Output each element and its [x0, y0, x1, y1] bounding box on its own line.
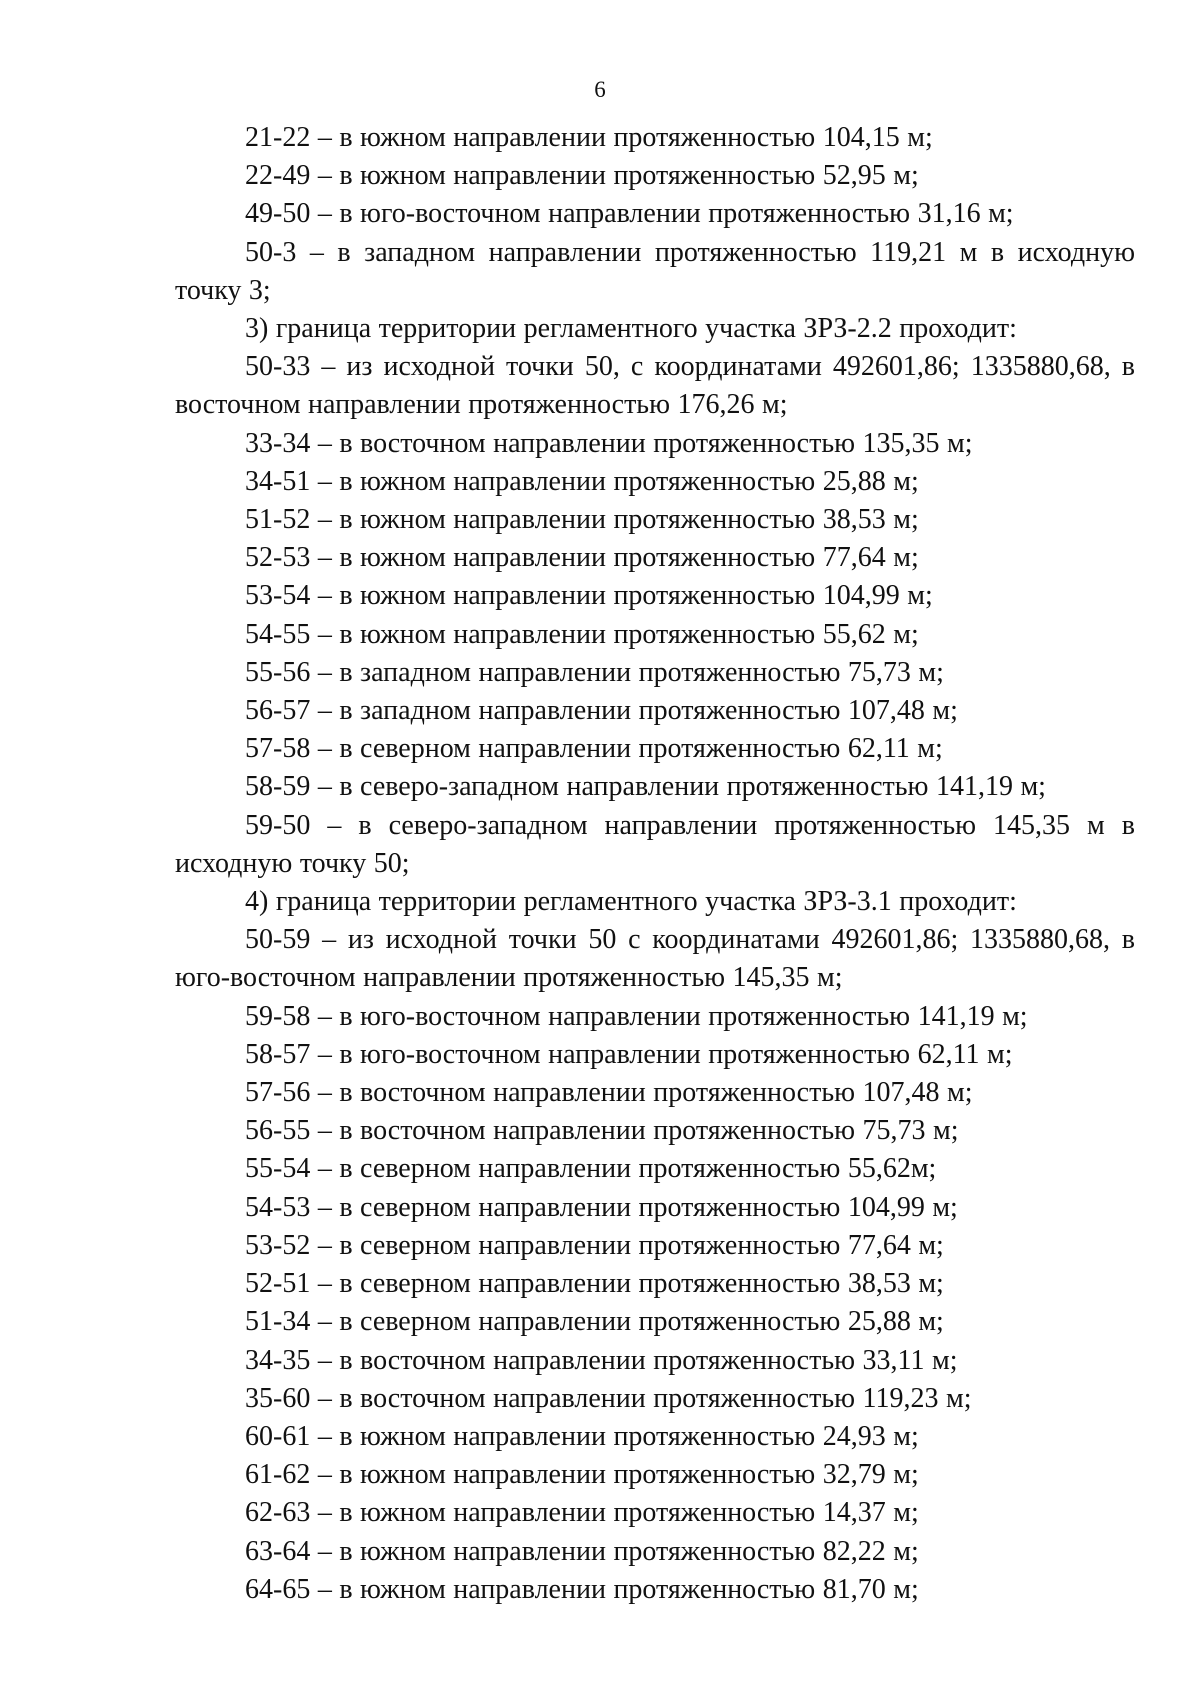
- boundary-segment: 53-54 – в южном направлении протяженностью 104,99 м;: [245, 580, 933, 612]
- boundary-segment: 34-35 – в восточном направлении протяженностью 33,11 м;: [245, 1344, 958, 1376]
- boundary-segment: 50-33 – из исходной точки 50, с координатами 492601,86; 1335880,68, в восточном направлении протяженностью 176,26 м;: [175, 351, 1135, 421]
- boundary-segment: 35-60 – в восточном направлении протяженностью 119,23 м;: [245, 1382, 972, 1414]
- boundary-segment: 59-50 – в северо-западном направлении протяженностью 145,35 м в исходную точку 50;: [175, 809, 1135, 879]
- boundary-segment: 56-55 – в восточном направлении протяженностью 75,73 м;: [245, 1115, 959, 1147]
- boundary-segment: 57-58 – в северном направлении протяженностью 62,11 м;: [245, 733, 943, 765]
- section-heading: 4) граница территории регламентного участка ЗРЗ-3.1 проходит:: [245, 886, 1017, 918]
- boundary-segment: 61-62 – в южном направлении протяженностью 32,79 м;: [245, 1459, 919, 1491]
- boundary-segment: 56-57 – в западном направлении протяженностью 107,48 м;: [245, 695, 958, 727]
- boundary-segment: 51-52 – в южном направлении протяженностью 38,53 м;: [245, 504, 919, 536]
- boundary-segment: 60-61 – в южном направлении протяженностью 24,93 м;: [245, 1420, 919, 1452]
- boundary-segment: 52-53 – в южном направлении протяженностью 77,64 м;: [245, 542, 919, 574]
- boundary-segment: 52-51 – в северном направлении протяженностью 38,53 м;: [245, 1268, 944, 1300]
- boundary-segment: 53-52 – в северном направлении протяженностью 77,64 м;: [245, 1229, 944, 1261]
- boundary-segment: 22-49 – в южном направлении протяженностью 52,95 м;: [245, 160, 919, 192]
- boundary-segment: 57-56 – в восточном направлении протяженностью 107,48 м;: [245, 1077, 973, 1109]
- boundary-segment: 54-55 – в южном направлении протяженностью 55,62 м;: [245, 618, 919, 650]
- boundary-segment: 49-50 – в юго-восточном направлении протяженностью 31,16 м;: [245, 198, 1014, 230]
- boundary-segment: 34-51 – в южном направлении протяженностью 25,88 м;: [245, 465, 919, 497]
- boundary-segment: 55-56 – в западном направлении протяженностью 75,73 м;: [245, 656, 944, 688]
- boundary-segment: 33-34 – в восточном направлении протяженностью 135,35 м;: [245, 427, 973, 459]
- boundary-segment: 50-3 – в западном направлении протяженностью 119,21 м в исходную точку 3;: [175, 236, 1135, 306]
- boundary-segment: 54-53 – в северном направлении протяженностью 104,99 м;: [245, 1191, 958, 1223]
- section-heading: 3) граница территории регламентного участка ЗРЗ-2.2 проходит:: [245, 313, 1017, 345]
- document-body: [175, 119, 1135, 1609]
- boundary-segment: 55-54 – в северном направлении протяженностью 55,62м;: [245, 1153, 937, 1185]
- boundary-segment: 21-22 – в южном направлении протяженностью 104,15 м;: [245, 122, 933, 153]
- boundary-segment: 59-58 – в юго-восточном направлении протяженностью 141,19 м;: [245, 1000, 1028, 1032]
- boundary-segment: 58-59 – в северо-западном направлении протяженностью 141,19 м;: [245, 771, 1046, 803]
- boundary-segment: 62-63 – в южном направлении протяженностью 14,37 м;: [245, 1497, 919, 1529]
- boundary-segment: 58-57 – в юго-восточном направлении протяженностью 62,11 м;: [245, 1038, 1013, 1070]
- boundary-segment: 50-59 – из исходной точки 50 с координатами 492601,86; 1335880,68, в юго-восточном направлении протяженностью 145,35 м;: [175, 924, 1135, 994]
- page-number: 6: [594, 77, 606, 102]
- boundary-segment: 64-65 – в южном направлении протяженностью 81,70 м;: [245, 1573, 919, 1605]
- boundary-segment: 63-64 – в южном направлении протяженностью 82,22 м;: [245, 1535, 919, 1567]
- boundary-segment: 51-34 – в северном направлении протяженностью 25,88 м;: [245, 1306, 944, 1338]
